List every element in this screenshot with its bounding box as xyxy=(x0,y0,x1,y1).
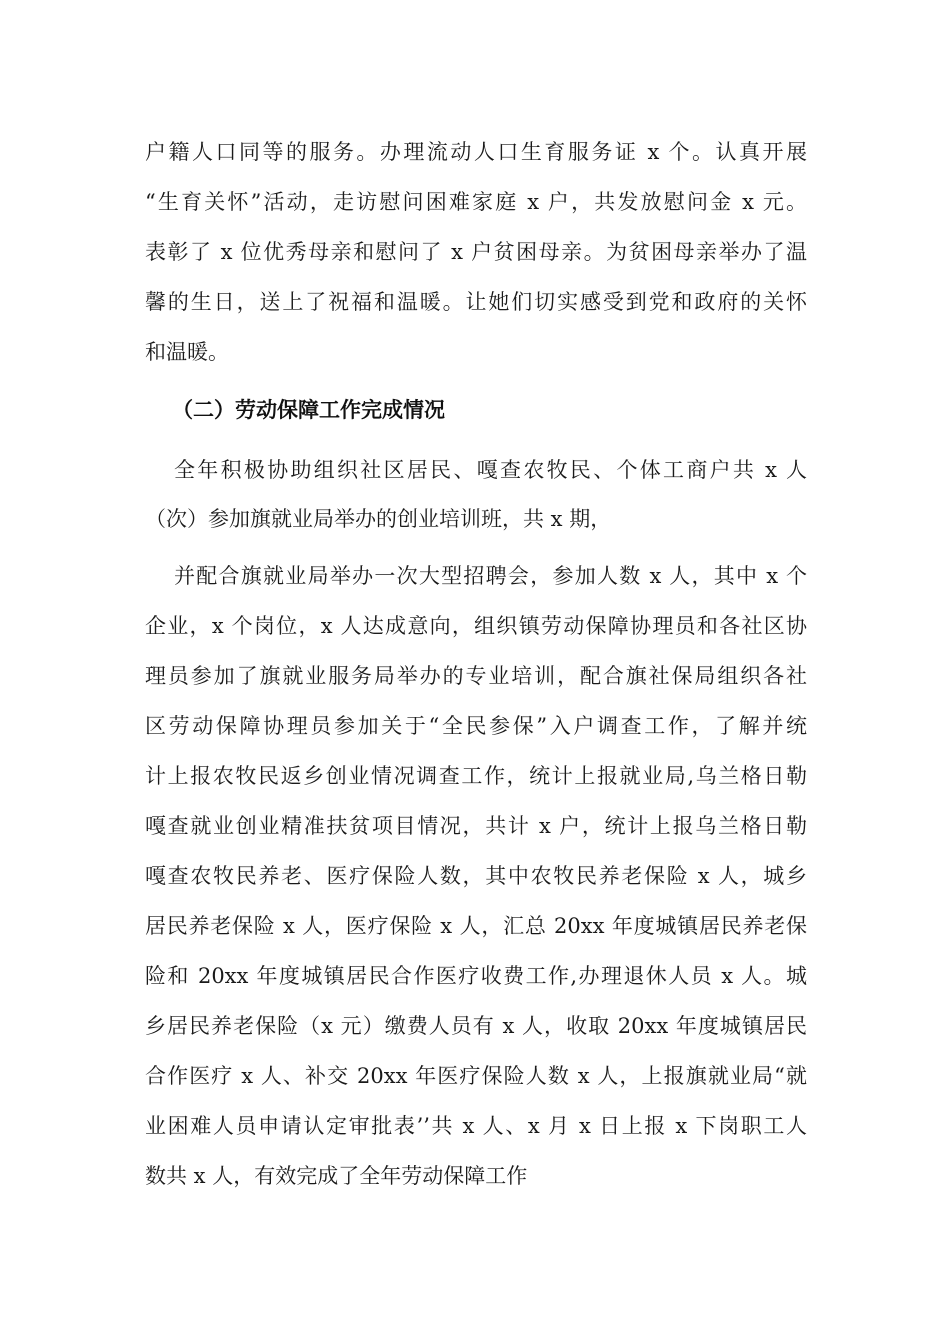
paragraph-3-line: 理员参加了旗就业服务局举办的专业培训，配合旗社保局组织各社 xyxy=(145,664,807,688)
paragraph-3-line: 业困难人员申请认定审批表’’共 x 人、x 月 x 日上报 x 下岗职工人 xyxy=(145,1114,807,1138)
paragraph-3-line: 乡居民养老保险（x 元）缴费人员有 x 人，收取 20xx 年度城镇居民 xyxy=(145,1014,807,1038)
paragraph-3-line: 合作医疗 x 人、补交 20xx 年医疗保险人数 x 人，上报旗就业局“就 xyxy=(145,1064,807,1088)
paragraph-1-line: 和温暖。 xyxy=(145,340,229,364)
paragraph-1-line: 馨的生日，送上了祝福和温暖。让她们切实感受到党和政府的关怀 xyxy=(145,290,807,314)
paragraph-3-line: 居民养老保险 x 人，医疗保险 x 人，汇总 20xx 年度城镇居民养老保 xyxy=(145,914,807,938)
paragraph-1-line: “生育关怀”活动，走访慰问困难家庭 x 户，共发放慰问金 x 元。 xyxy=(145,190,807,214)
paragraph-1-line: 表彰了 x 位优秀母亲和慰问了 x 户贫困母亲。为贫困母亲举办了温 xyxy=(145,240,807,264)
paragraph-3-line: 嘎查农牧民养老、医疗保险人数，其中农牧民养老保险 x 人，城乡 xyxy=(145,864,807,888)
paragraph-2-line: （次）参加旗就业局举办的创业培训班，共 x 期， xyxy=(145,507,612,531)
paragraph-3-line: 嘎查就业创业精准扶贫项目情况，共计 x 户，统计上报乌兰格日勒 xyxy=(145,814,807,838)
section-heading: （二）劳动保障工作完成情况 xyxy=(172,398,445,422)
paragraph-3-line: 区劳动保障协理员参加关于“全民参保”入户调查工作，了解并统 xyxy=(145,714,807,738)
paragraph-2-line: 全年积极协助组织社区居民、嘎查农牧民、个体工商户共 x 人 xyxy=(174,458,807,482)
paragraph-3-line: 数共 x 人，有效完成了全年劳动保障工作 xyxy=(145,1164,528,1188)
paragraph-3-line: 并配合旗就业局举办一次大型招聘会，参加人数 x 人，其中 x 个 xyxy=(174,564,807,588)
paragraph-3-line: 企业，x 个岗位，x 人达成意向，组织镇劳动保障协理员和各社区协 xyxy=(145,614,807,638)
paragraph-3-line: 险和 20xx 年度城镇居民合作医疗收费工作,办理退休人员 x 人。城 xyxy=(145,964,807,988)
paragraph-1-line: 户籍人口同等的服务。办理流动人口生育服务证 x 个。认真开展 xyxy=(145,140,807,164)
paragraph-3-line: 计上报农牧民返乡创业情况调查工作，统计上报就业局,乌兰格日勒 xyxy=(145,764,807,788)
